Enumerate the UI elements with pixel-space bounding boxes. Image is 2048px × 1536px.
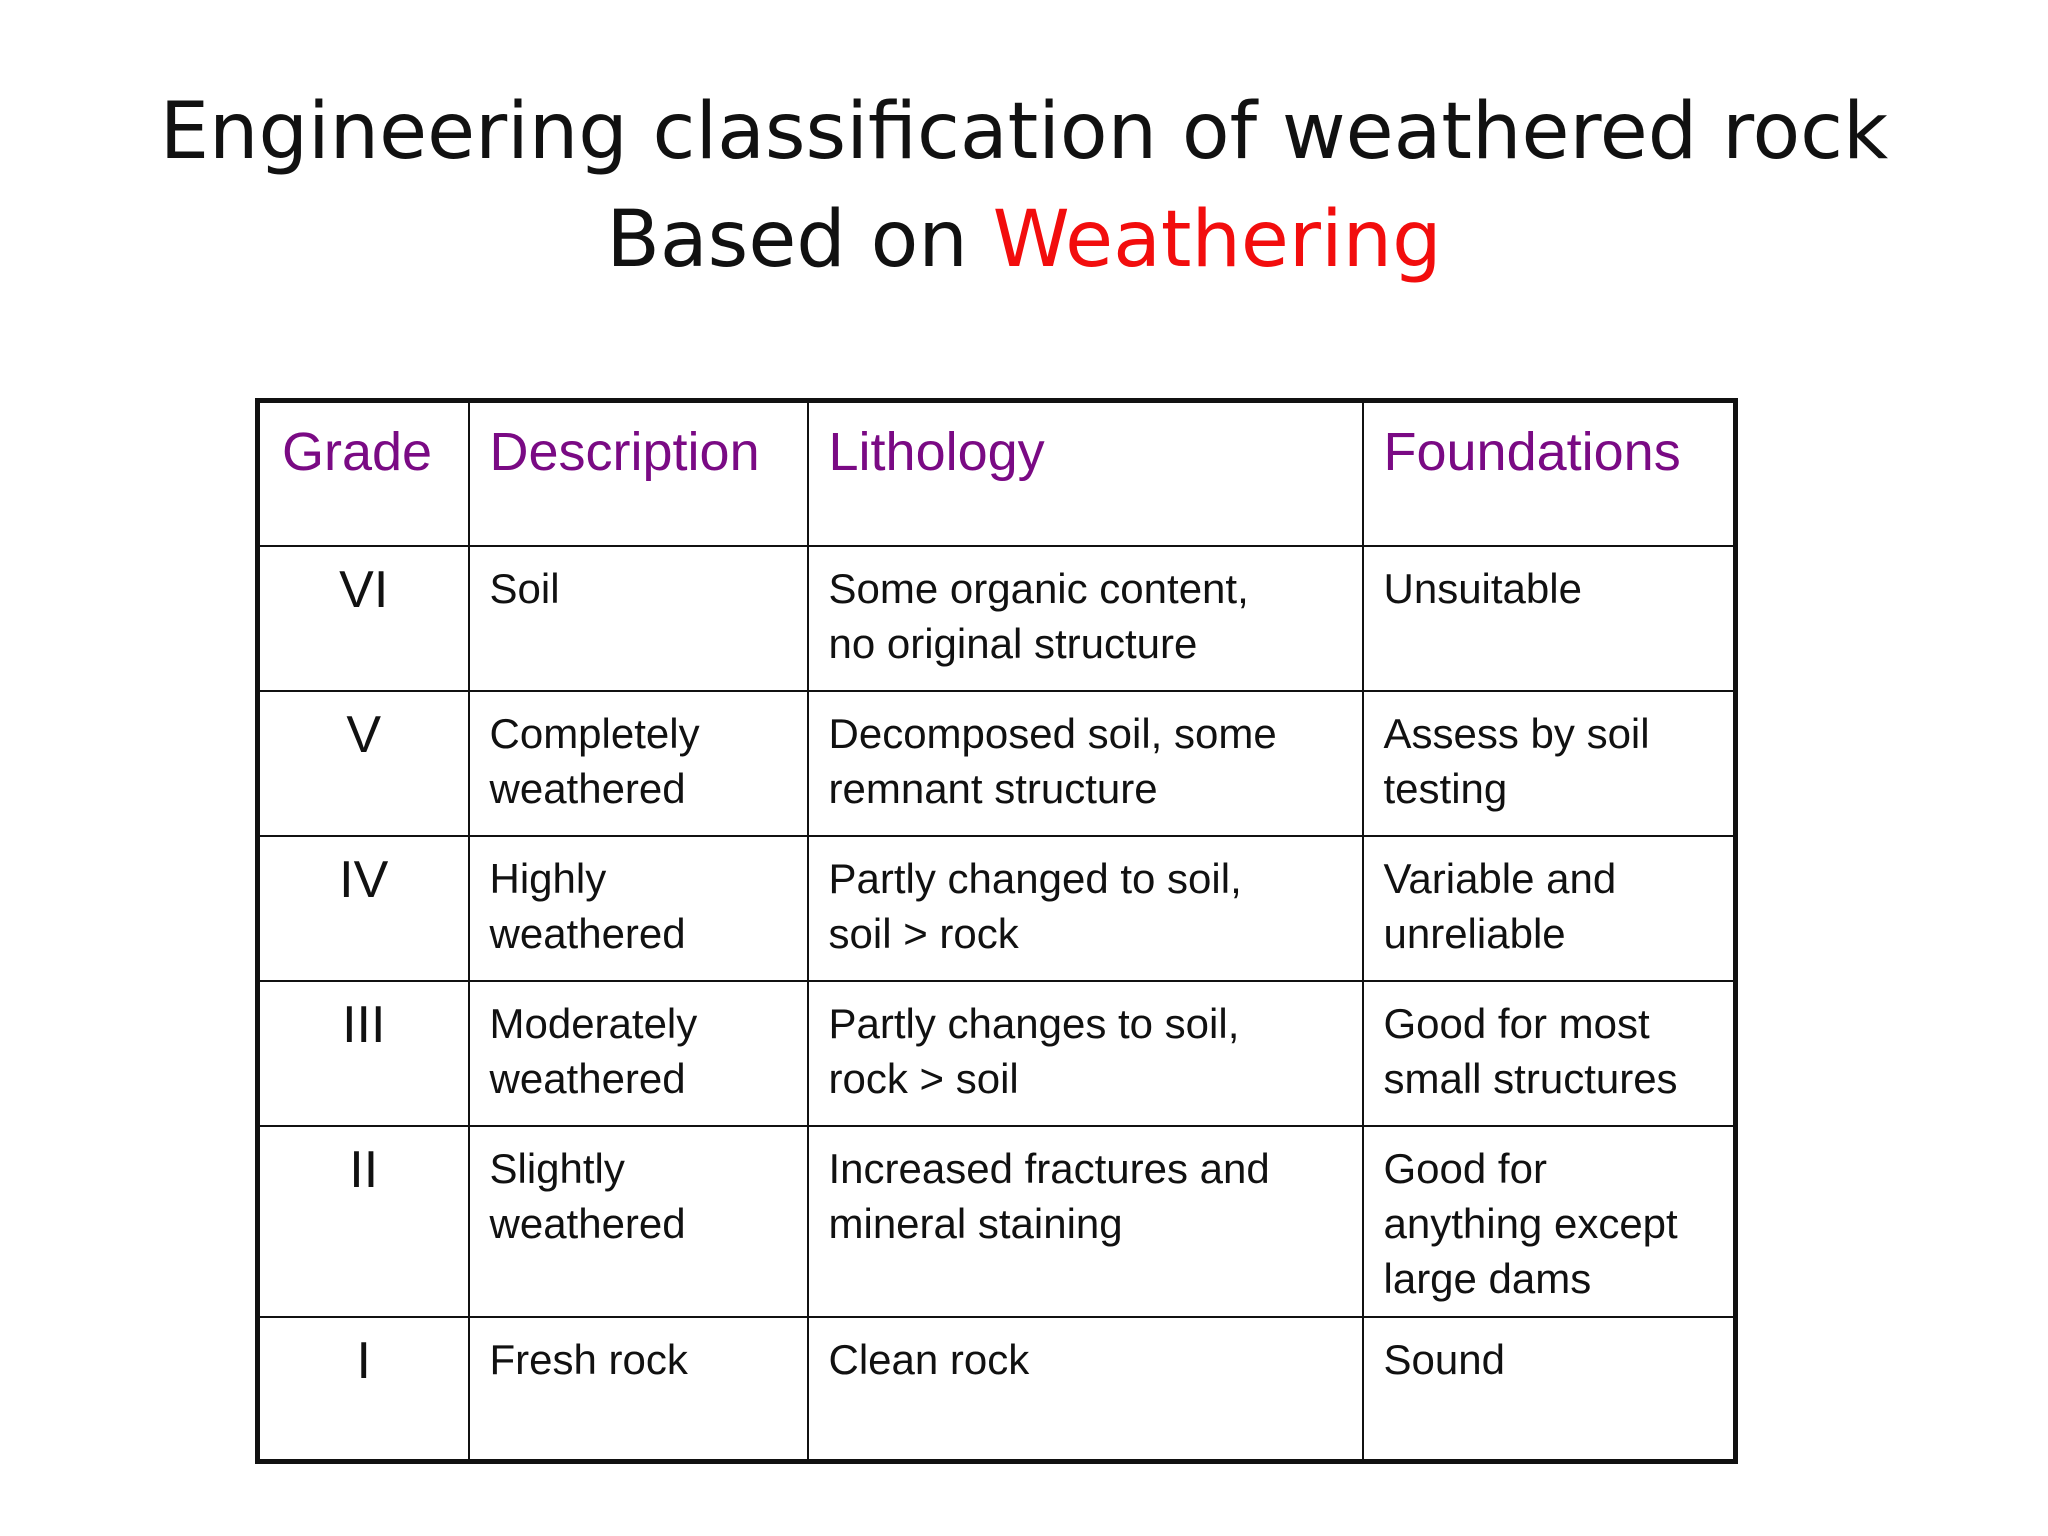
foundations-cell	[1363, 546, 1736, 691]
title-prefix: Based on	[606, 195, 993, 285]
cell-line: soil > rock	[828, 909, 1019, 957]
cell-line: Variable and	[1383, 854, 1617, 902]
cell-line: Partly changed to soil,	[828, 854, 1242, 902]
grade-cell: I	[258, 1317, 469, 1462]
description-cell	[469, 1126, 808, 1317]
cell-line: Increased fractures and	[828, 1144, 1270, 1192]
cell-line: weathered	[489, 764, 686, 812]
cell-line: no original structure	[828, 619, 1198, 667]
cell-line: Fresh rock	[489, 1335, 688, 1383]
weathering-grade-table	[255, 398, 1738, 1464]
table-row	[258, 981, 1736, 1126]
grade-cell: IV	[258, 836, 469, 981]
foundations-cell	[1363, 981, 1736, 1126]
cell-line: testing	[1383, 764, 1508, 812]
cell-line: remnant structure	[828, 764, 1158, 812]
grade-cell: VI	[258, 546, 469, 691]
description-cell	[469, 836, 808, 981]
cell-line: Some organic content,	[828, 564, 1249, 612]
cell-line: Slightly	[489, 1144, 625, 1192]
lithology-cell	[808, 691, 1363, 836]
lithology-cell	[808, 981, 1363, 1126]
table-row	[258, 1126, 1736, 1317]
cell-line: Assess by soil	[1383, 709, 1650, 757]
title-accent-word: Weathering	[992, 195, 1442, 285]
table-header-row	[258, 401, 1736, 546]
table-row	[258, 836, 1736, 981]
table-row	[258, 546, 1736, 691]
description-cell	[469, 981, 808, 1126]
description-cell	[469, 691, 808, 836]
foundations-cell	[1363, 1317, 1736, 1462]
slide-title	[0, 78, 2048, 294]
lithology-cell	[808, 1126, 1363, 1317]
cell-line: unreliable	[1383, 909, 1566, 957]
header-foundations: Foundations	[1363, 401, 1736, 546]
cell-line: Unsuitable	[1383, 564, 1582, 612]
table-row	[258, 1317, 1736, 1462]
cell-line: Good for	[1383, 1144, 1547, 1192]
cell-line: Partly changes to soil,	[828, 999, 1240, 1047]
cell-line: weathered	[489, 1054, 686, 1102]
header-description: Description	[469, 401, 808, 546]
cell-line: Sound	[1383, 1335, 1505, 1383]
cell-line: small structures	[1383, 1054, 1678, 1102]
cell-line: Moderately	[489, 999, 698, 1047]
table-row	[258, 691, 1736, 836]
header-lithology: Lithology	[808, 401, 1363, 546]
description-cell	[469, 1317, 808, 1462]
foundations-cell	[1363, 691, 1736, 836]
cell-line: weathered	[489, 909, 686, 957]
cell-line: rock > soil	[828, 1054, 1019, 1102]
cell-line: Completely	[489, 709, 700, 757]
cell-line: large dams	[1383, 1254, 1592, 1302]
cell-line: mineral staining	[828, 1199, 1123, 1247]
foundations-cell	[1363, 836, 1736, 981]
grade-cell: V	[258, 691, 469, 836]
grade-cell: III	[258, 981, 469, 1126]
lithology-cell	[808, 1317, 1363, 1462]
cell-line: Soil	[489, 564, 560, 612]
title-line-2	[0, 186, 2048, 294]
cell-line: Clean rock	[828, 1335, 1030, 1383]
cell-line: anything except	[1383, 1199, 1678, 1247]
lithology-cell	[808, 546, 1363, 691]
lithology-cell	[808, 836, 1363, 981]
header-grade: Grade	[258, 401, 469, 546]
grade-cell: II	[258, 1126, 469, 1317]
cell-line: Highly	[489, 854, 607, 902]
foundations-cell	[1363, 1126, 1736, 1317]
cell-line: Good for most	[1383, 999, 1650, 1047]
cell-line: Decomposed soil, some	[828, 709, 1277, 757]
title-line-1: Engineering classification of weathered rock	[159, 87, 1889, 177]
cell-line: weathered	[489, 1199, 686, 1247]
description-cell	[469, 546, 808, 691]
